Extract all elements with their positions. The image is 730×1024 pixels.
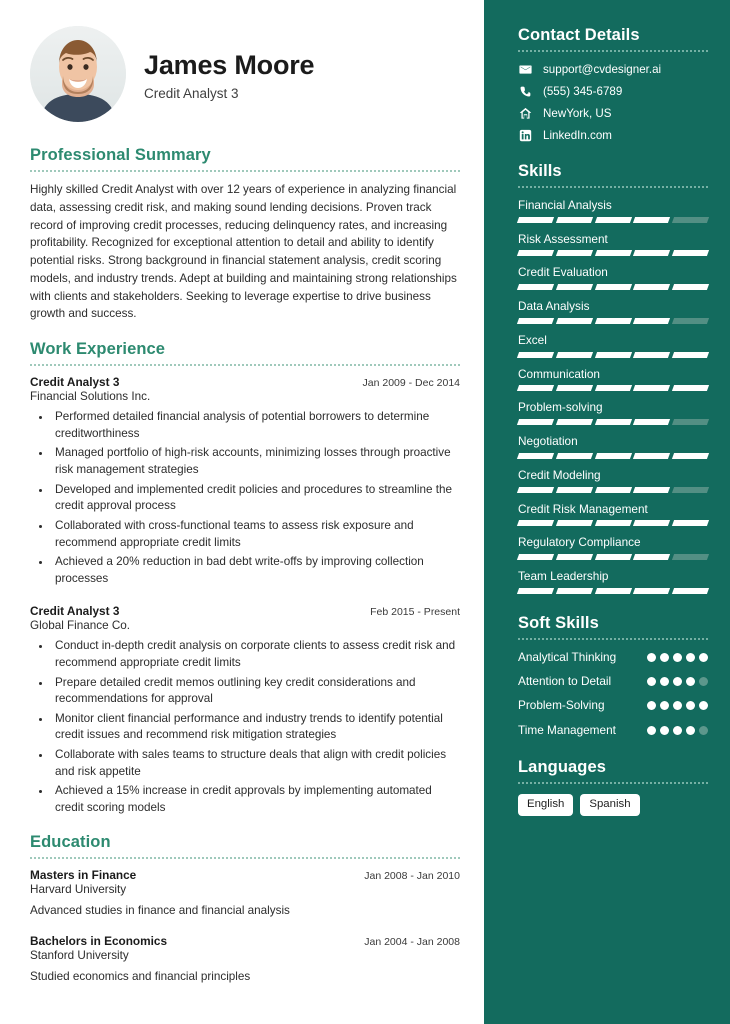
education-school: Harvard University	[30, 883, 127, 897]
skill-label: Financial Analysis	[518, 198, 612, 212]
rating-dot	[647, 726, 656, 735]
skill-level-bar	[518, 318, 708, 324]
skill-bar-segment	[672, 284, 709, 290]
skill-bar-segment	[633, 352, 670, 358]
soft-skill-item	[518, 674, 708, 689]
skill-bar-segment	[556, 217, 593, 223]
skills-list	[518, 198, 708, 594]
skill-bar-segment	[517, 487, 554, 493]
rating-dot	[699, 653, 708, 662]
skill-level-bar	[518, 554, 708, 560]
soft-skill-item	[518, 698, 708, 713]
skill-bar-segment	[517, 318, 554, 324]
skill-level-bar	[518, 217, 708, 223]
resume-sidebar	[484, 0, 730, 1024]
skill-bar-segment	[595, 520, 632, 526]
entry-date: Jan 2004 - Jan 2008	[364, 936, 460, 949]
section-divider	[518, 638, 708, 640]
list-item: • Managed portfolio of high-risk accounts, minimizing losses through proactive risk management strategies	[52, 445, 460, 478]
list-item: • Monitor client financial performance and industry trends to identify potential credit issues and recommend risk mitigation strategies	[52, 711, 460, 744]
skill-label: Data Analysis	[518, 299, 590, 314]
skill-bar-segment	[595, 588, 632, 594]
rating-dot	[647, 653, 656, 662]
list-item: • Developed and implemented credit policies and procedures to streamline the credit approval process	[52, 482, 460, 515]
skill-item	[518, 299, 708, 324]
rating-dot	[673, 677, 682, 686]
skill-bar-segment	[595, 385, 632, 391]
skill-bar-segment	[556, 385, 593, 391]
skill-level-bar	[518, 520, 708, 526]
languages-list	[518, 794, 708, 816]
skill-bar-segment	[556, 487, 593, 493]
education-entry	[30, 934, 460, 986]
soft-skill-item	[518, 650, 708, 665]
rating-dot	[673, 701, 682, 710]
contact-item[interactable]	[518, 84, 708, 98]
rating-dot	[699, 677, 708, 686]
entry-date: Feb 2015 - Present	[370, 606, 460, 619]
entry-header	[30, 375, 460, 389]
contact-item[interactable]	[518, 62, 708, 76]
section-heading: Work Experience	[30, 340, 166, 359]
section-contact-details	[518, 26, 708, 142]
entry-role: Credit Analyst 3	[30, 375, 120, 390]
skill-bar-segment	[595, 554, 632, 560]
skill-level-bar	[518, 588, 708, 594]
skill-bar-segment	[595, 217, 632, 223]
soft-skill-rating	[647, 698, 708, 710]
skill-bar-segment	[633, 453, 670, 459]
resume-header	[30, 26, 460, 122]
rating-dot	[699, 701, 708, 710]
skill-bar-segment	[595, 419, 632, 425]
skill-bar-segment	[633, 487, 670, 493]
rating-dot	[660, 701, 669, 710]
entry-header	[30, 868, 460, 882]
rating-dot	[660, 653, 669, 662]
skill-bar-segment	[672, 217, 709, 223]
skill-item	[518, 367, 708, 392]
skill-bar-segment	[633, 419, 670, 425]
section-languages	[518, 758, 708, 816]
skill-bar-segment	[672, 520, 709, 526]
soft-skills-list	[518, 650, 708, 738]
education-description: Studied economics and financial principles	[30, 970, 251, 984]
skill-bar-segment	[556, 453, 593, 459]
skill-bar-segment	[633, 217, 670, 223]
job-title: Credit Analyst 3	[144, 86, 239, 102]
skill-item	[518, 468, 708, 493]
skill-label: Credit Modeling	[518, 467, 601, 482]
skill-bar-segment	[556, 318, 593, 324]
contact-value: support@cvdesigner.ai	[543, 62, 662, 76]
contact-value: NewYork, US	[543, 106, 612, 120]
skill-bar-segment	[672, 318, 709, 324]
skill-bar-segment	[633, 588, 670, 594]
home-icon	[518, 106, 532, 120]
skill-item	[518, 400, 708, 425]
entry-bullet-list	[30, 409, 460, 587]
skill-bar-segment	[633, 554, 670, 560]
linkedin-icon	[518, 128, 532, 142]
skill-label: Credit Risk Management	[518, 501, 648, 516]
phone-icon	[518, 84, 532, 98]
name-block	[144, 47, 314, 102]
skill-bar-segment	[633, 250, 670, 256]
education-entry	[30, 868, 460, 920]
avatar	[30, 26, 126, 122]
skill-level-bar	[518, 385, 708, 391]
section-professional-summary	[30, 146, 460, 323]
skill-bar-segment	[595, 352, 632, 358]
education-school: Stanford University	[30, 949, 129, 963]
list-item: • Prepare detailed credit memos outlining key credit considerations and recommendations for approval	[52, 675, 460, 708]
rating-dot	[686, 701, 695, 710]
skill-bar-segment	[672, 419, 709, 425]
rating-dot	[647, 701, 656, 710]
skill-label: Communication	[518, 366, 600, 381]
skill-bar-segment	[672, 352, 709, 358]
section-divider	[30, 857, 460, 859]
entry-header	[30, 604, 460, 618]
skill-bar-segment	[633, 318, 670, 324]
section-heading: Soft Skills	[518, 613, 599, 632]
section-divider	[30, 364, 460, 366]
skill-bar-segment	[517, 217, 554, 223]
language-chip: Spanish	[580, 794, 639, 816]
section-divider	[518, 186, 708, 188]
entry-date: Jan 2009 - Dec 2014	[362, 377, 460, 390]
skill-label: Excel	[518, 332, 547, 347]
skill-bar-segment	[517, 250, 554, 256]
skill-bar-segment	[556, 554, 593, 560]
skill-item	[518, 535, 708, 560]
education-list	[30, 868, 460, 986]
list-item: • Collaborate with sales teams to structure deals that align with credit policies and risk appetite	[52, 747, 460, 780]
work-experience-entry	[30, 375, 460, 587]
skill-bar-segment	[517, 554, 554, 560]
rating-dot	[699, 726, 708, 735]
list-item: • Performed detailed financial analysis of potential borrowers to determine creditworthiness	[52, 409, 460, 442]
skill-bar-segment	[672, 487, 709, 493]
education-degree: Bachelors in Economics	[30, 934, 168, 949]
work-experience-entry	[30, 604, 460, 816]
rating-dot	[647, 677, 656, 686]
education-degree: Masters in Finance	[30, 868, 137, 883]
skill-item	[518, 502, 708, 527]
section-divider	[518, 782, 708, 784]
section-heading: Education	[30, 833, 111, 852]
contact-value: (555) 345-6789	[543, 84, 623, 98]
rating-dot	[686, 653, 695, 662]
skill-bar-segment	[517, 385, 554, 391]
skill-bar-segment	[672, 250, 709, 256]
skill-label: Team Leadership	[518, 569, 609, 584]
contact-value: LinkedIn.com	[543, 128, 612, 142]
soft-skill-rating	[647, 723, 708, 735]
skill-label: Regulatory Compliance	[518, 535, 641, 550]
soft-skill-label: Problem-Solving	[518, 698, 605, 713]
contact-item[interactable]	[518, 106, 708, 120]
list-item: • Achieved a 15% increase in credit approvals by implementing automated credit scoring models	[52, 783, 460, 816]
rating-dot	[660, 726, 669, 735]
section-heading: Contact Details	[518, 26, 640, 44]
skill-bar-segment	[517, 588, 554, 594]
section-heading: Skills	[518, 162, 562, 180]
entry-bullet-list	[30, 638, 460, 816]
skill-bar-segment	[633, 284, 670, 290]
skill-bar-segment	[517, 520, 554, 526]
skill-item	[518, 333, 708, 358]
soft-skill-label: Analytical Thinking	[518, 649, 617, 664]
skill-bar-segment	[595, 250, 632, 256]
section-skills	[518, 162, 708, 594]
list-item: • Collaborated with cross-functional teams to assess risk exposure and recommend appropriate credit limits	[52, 518, 460, 551]
skill-item	[518, 569, 708, 594]
skill-bar-segment	[517, 284, 554, 290]
skill-item	[518, 434, 708, 459]
contact-list	[518, 62, 708, 142]
skill-level-bar	[518, 352, 708, 358]
entry-organization: Global Finance Co.	[30, 619, 131, 633]
soft-skill-label: Time Management	[518, 722, 616, 737]
entry-spacer	[30, 591, 460, 604]
skill-bar-segment	[595, 453, 632, 459]
section-heading: Languages	[518, 758, 607, 777]
envelope-icon	[518, 62, 532, 76]
skill-bar-segment	[595, 487, 632, 493]
skill-level-bar	[518, 250, 708, 256]
skill-label: Problem-solving	[518, 400, 603, 415]
education-description: Advanced studies in finance and financial analysis	[30, 904, 290, 918]
soft-skill-rating	[647, 674, 708, 686]
skill-level-bar	[518, 487, 708, 493]
skill-bar-segment	[633, 520, 670, 526]
skill-level-bar	[518, 419, 708, 425]
section-soft-skills	[518, 614, 708, 738]
skill-item	[518, 232, 708, 257]
skill-bar-segment	[556, 419, 593, 425]
skill-bar-segment	[633, 385, 670, 391]
page-title: James Moore	[144, 49, 315, 80]
soft-skill-rating	[647, 650, 708, 662]
skill-bar-segment	[595, 318, 632, 324]
skill-bar-segment	[556, 520, 593, 526]
skill-bar-segment	[556, 284, 593, 290]
entry-date: Jan 2008 - Jan 2010	[364, 870, 460, 883]
user-photo-icon	[30, 26, 126, 122]
contact-item[interactable]	[518, 128, 708, 142]
skill-bar-segment	[672, 588, 709, 594]
section-divider	[518, 50, 708, 52]
rating-dot	[673, 653, 682, 662]
skill-bar-segment	[556, 588, 593, 594]
skill-bar-segment	[517, 453, 554, 459]
entry-organization: Financial Solutions Inc.	[30, 390, 151, 404]
skill-item	[518, 198, 708, 223]
skill-item	[518, 265, 708, 290]
rating-dot	[660, 677, 669, 686]
skill-label: Negotiation	[518, 434, 578, 449]
skill-bar-segment	[517, 352, 554, 358]
skill-bar-segment	[556, 250, 593, 256]
work-experience-list	[30, 375, 460, 816]
soft-skill-item	[518, 723, 708, 738]
skill-level-bar	[518, 284, 708, 290]
entry-header	[30, 934, 460, 948]
section-heading: Professional Summary	[30, 146, 211, 164]
list-item: • Achieved a 20% reduction in bad debt write-offs by improving collection processes	[52, 554, 460, 587]
skill-bar-segment	[672, 385, 709, 391]
section-divider	[30, 170, 460, 172]
list-item: • Conduct in-depth credit analysis on corporate clients to assess credit risk and recommend appropriate credit limits	[52, 638, 460, 671]
skill-bar-segment	[672, 453, 709, 459]
rating-dot	[673, 726, 682, 735]
skill-bar-segment	[556, 352, 593, 358]
skill-bar-segment	[595, 284, 632, 290]
rating-dot	[686, 726, 695, 735]
skill-bar-segment	[672, 554, 709, 560]
section-work-experience	[30, 340, 460, 816]
rating-dot	[686, 677, 695, 686]
skill-label: Risk Assessment	[518, 231, 608, 246]
skill-label: Credit Evaluation	[518, 265, 608, 280]
language-chip: English	[518, 794, 573, 816]
section-education	[30, 833, 460, 986]
soft-skill-label: Attention to Detail	[518, 674, 612, 689]
summary-text: Highly skilled Credit Analyst with over 12 years of experience in analyzing financial data, assessing credit risk, and making sound lending decisions. Proven track record of improving credit processes, reducing delinquency rates, and increasing profitability. Recognized for exceptional attention to detail and ability to identify potential risks. Strong background in financial statement analysis, credit scoring models, and industry trends. Adept at building and maintaining strong relationships with clients and stakeholders. Seeking to leverage expertise to drive business growth and success.	[30, 183, 457, 321]
skill-bar-segment	[517, 419, 554, 425]
skill-level-bar	[518, 453, 708, 459]
entry-role: Credit Analyst 3	[30, 604, 120, 619]
